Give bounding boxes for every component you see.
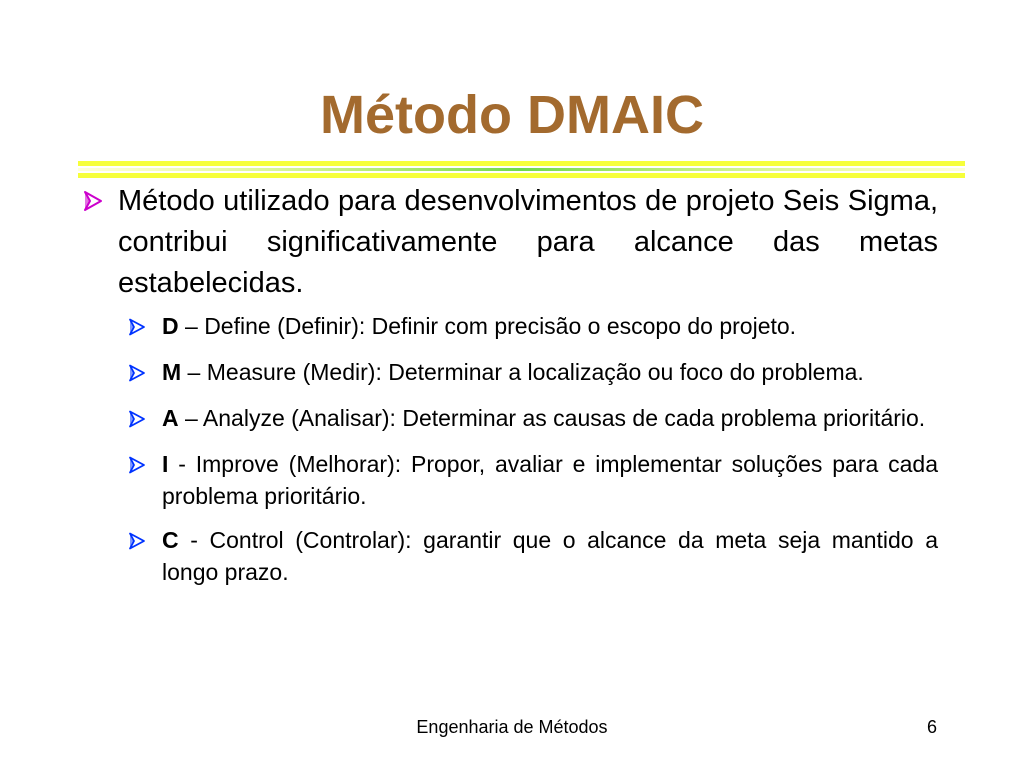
dmaic-step-text: [162, 524, 938, 588]
arrow-bullet-icon: [128, 356, 162, 390]
dmaic-steps-list: [128, 310, 938, 588]
title-underline-graphic: [78, 161, 965, 179]
dmaic-step-description: – Define (Definir): Definir com precisão o escopo do projeto.: [178, 313, 797, 339]
dmaic-step-text: [162, 310, 938, 342]
dmaic-step-control: [128, 524, 938, 588]
slide-body: [82, 181, 938, 600]
main-bullet: [82, 181, 938, 304]
dmaic-step-description: – Analyze (Analisar): Determinar as causas de cada problema prioritário.: [178, 405, 926, 431]
arrow-bullet-icon: [128, 402, 162, 436]
slide-title: Método DMAIC: [320, 85, 704, 145]
rule-green-center: [78, 168, 965, 171]
arrow-bullet-icon: [128, 524, 162, 558]
title-underline-rule: [78, 161, 965, 179]
footer-course-title: Engenharia de Métodos: [416, 717, 608, 737]
rule-yellow-bottom: [78, 173, 965, 178]
dmaic-step-description: - Control (Controlar): garantir que o alcance da meta seja mantido a longo prazo.: [162, 527, 938, 585]
dmaic-step-description: – Measure (Medir): Determinar a localização ou foco do problema.: [181, 359, 864, 385]
dmaic-step-text: [162, 402, 938, 434]
dmaic-step-letter: A: [162, 405, 179, 431]
dmaic-step-description: - Improve (Melhorar): Propor, avaliar e implementar soluções para cada problema prioritário.: [162, 451, 938, 509]
dmaic-step-improve: [128, 448, 938, 512]
dmaic-step-letter: C: [162, 527, 179, 553]
dmaic-step-letter: I: [162, 451, 169, 477]
dmaic-step-letter: D: [162, 313, 179, 339]
dmaic-step-analyze: [128, 402, 938, 436]
dmaic-step-text: [162, 448, 938, 512]
arrow-bullet-icon: [82, 181, 118, 221]
page-number: 6: [926, 717, 937, 737]
dmaic-step-text: [162, 356, 938, 388]
rule-yellow-top: [78, 161, 965, 166]
arrow-bullet-icon: [128, 448, 162, 482]
dmaic-step-letter: M: [162, 359, 182, 385]
dmaic-step-measure: [128, 356, 938, 390]
dmaic-step-define: [128, 310, 938, 344]
arrow-bullet-icon: [128, 310, 162, 344]
main-bullet-text: Método utilizado para desenvolvimentos de projeto Seis Sigma, contribui significativamente para alcance das metas estabelecidas.: [118, 185, 938, 299]
